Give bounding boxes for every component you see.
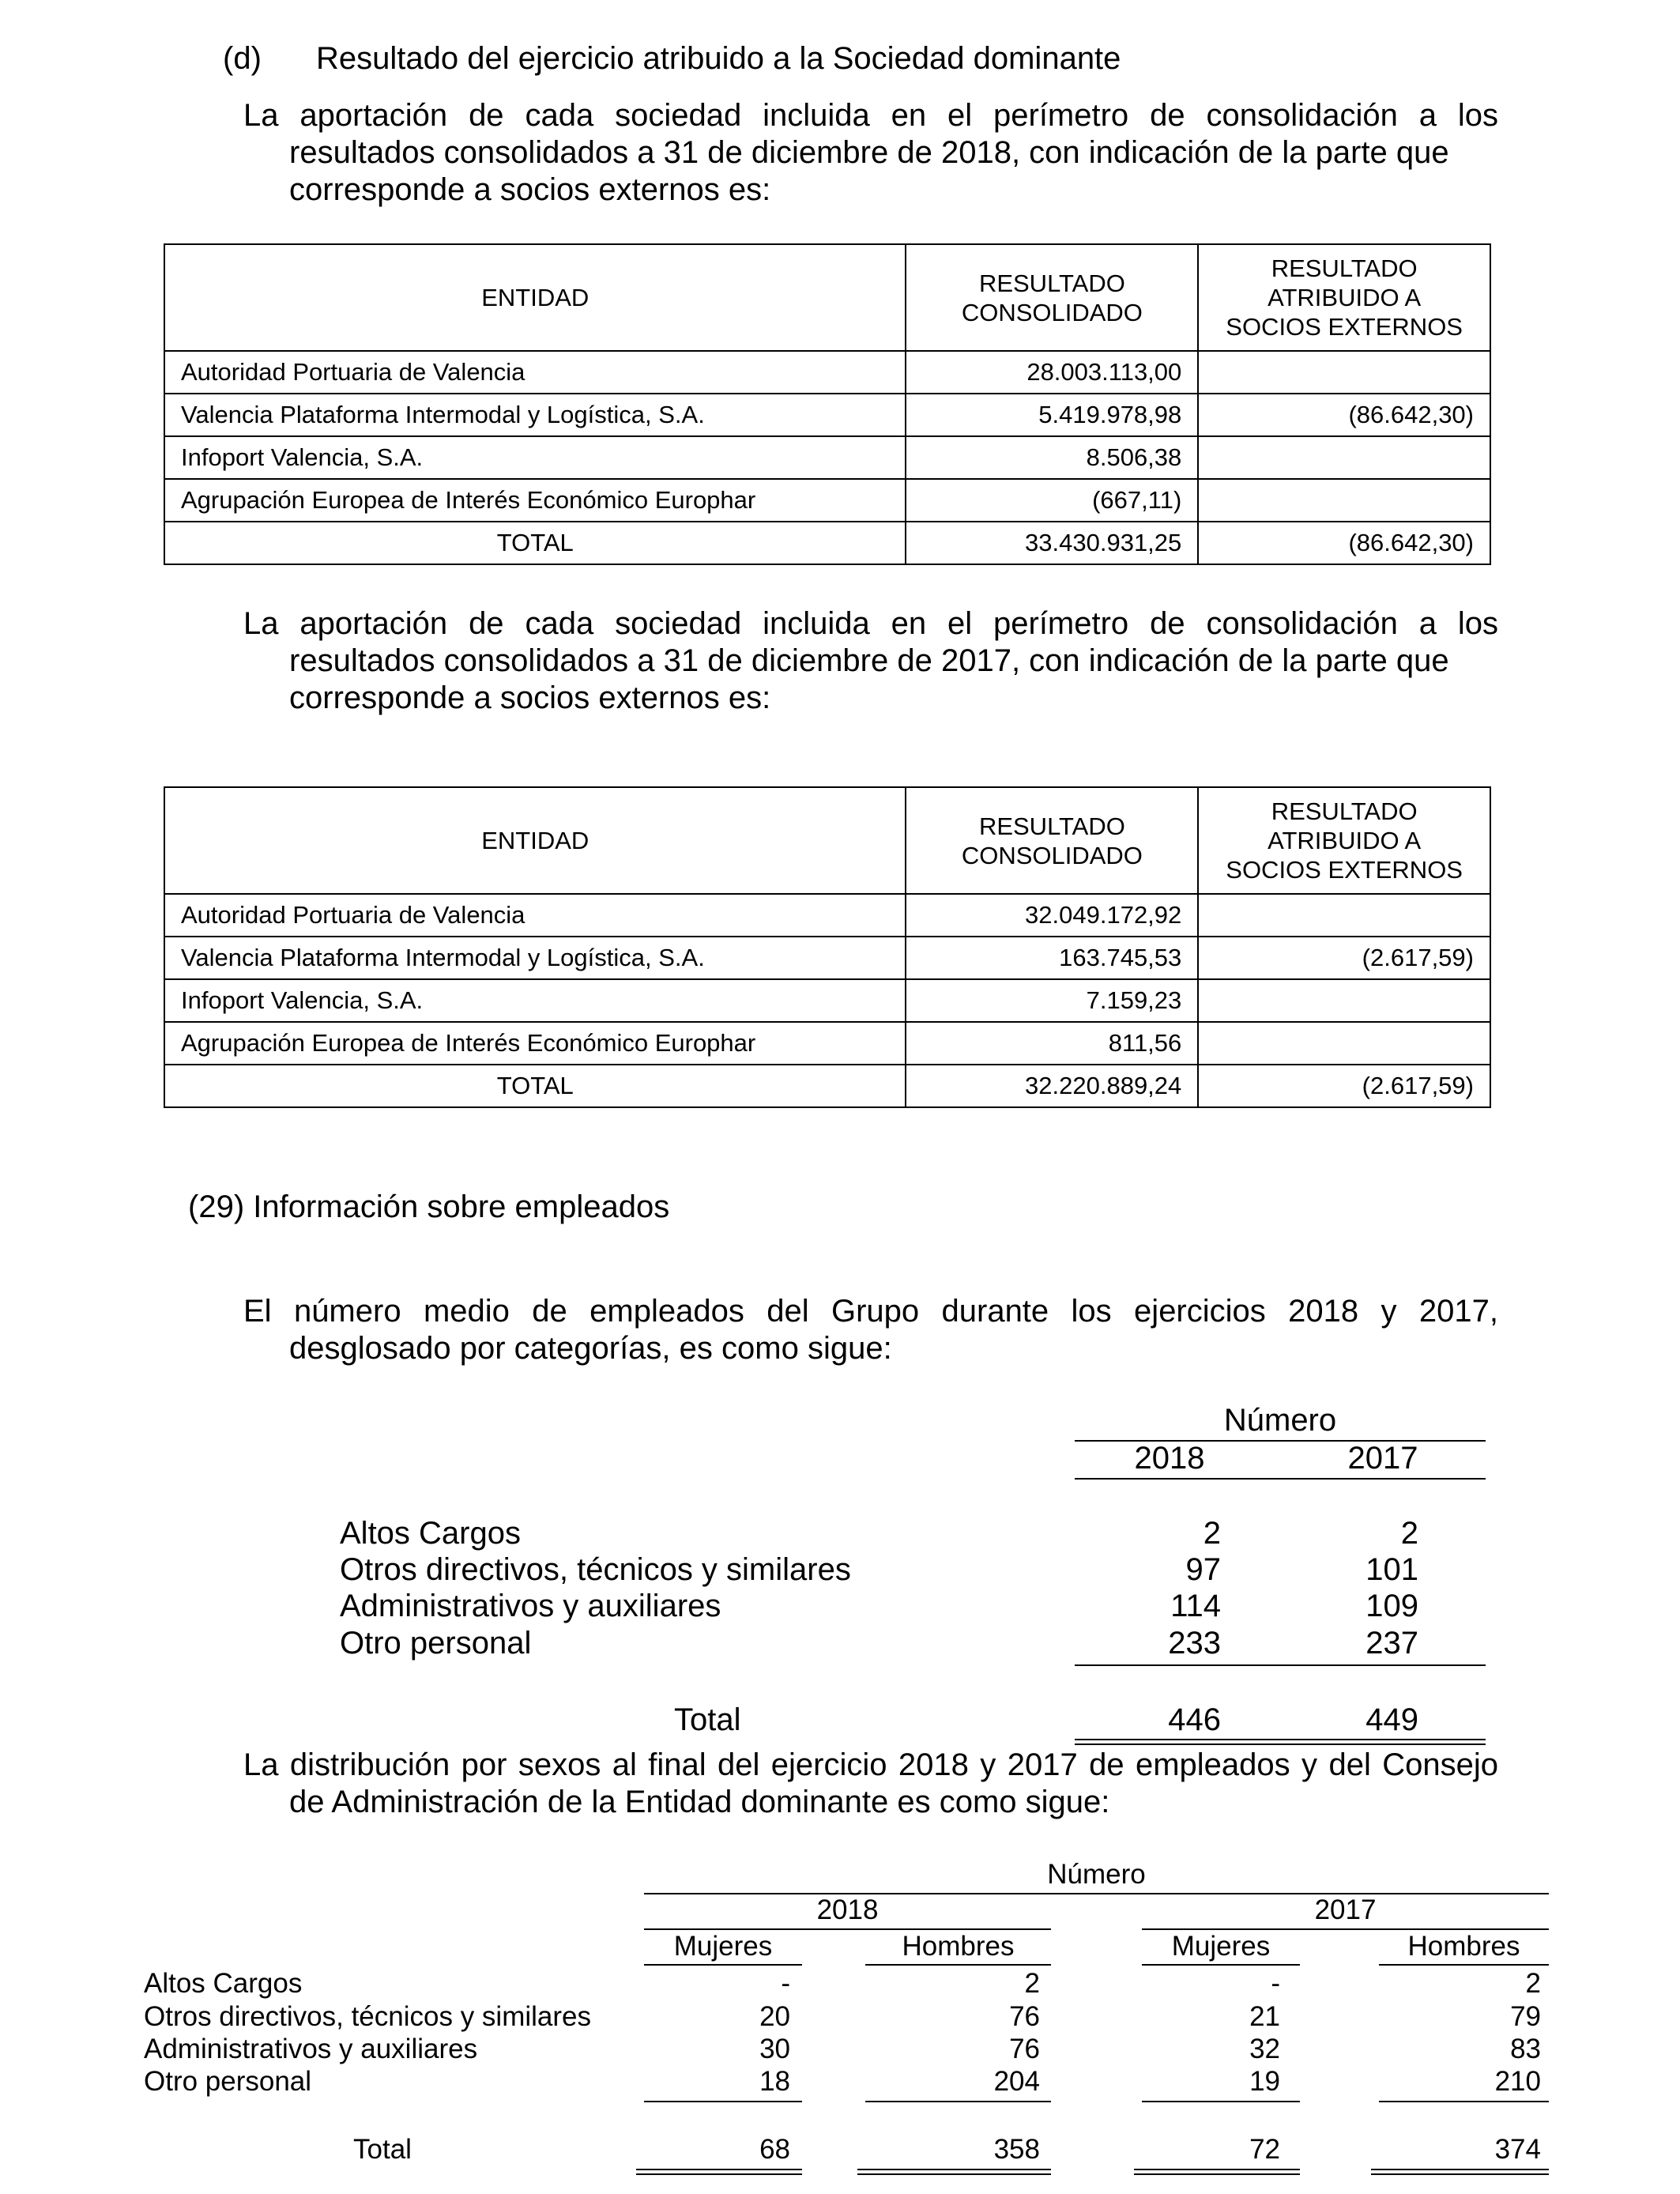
- value-2017: 109: [1365, 1589, 1418, 1623]
- hombres-2017: 2: [1525, 1968, 1541, 1999]
- total-double-rule: [1134, 2169, 1300, 2170]
- mujeres-2018-header: Mujeres: [673, 1931, 773, 1962]
- entity-cell: Valencia Plataforma Intermodal y Logística, S.A.: [164, 394, 906, 436]
- subtotal-rule: [1075, 1664, 1486, 1666]
- value-2018: 97: [1185, 1552, 1221, 1587]
- mujeres-2017-header: Mujeres: [1171, 1931, 1271, 1962]
- total-external: (2.617,59): [1198, 1065, 1490, 1107]
- subtotal-rule: [1379, 2101, 1549, 2102]
- total-label: TOTAL: [164, 1065, 906, 1107]
- hombres-2018-header: Hombres: [902, 1931, 1015, 1962]
- mujeres-2017: -: [1271, 1968, 1280, 1999]
- header-atribuido: RESULTADO ATRIBUIDO A SOCIOS EXTERNOS: [1198, 787, 1490, 894]
- total-double-rule: [1075, 1744, 1486, 1745]
- value-2018: 114: [1170, 1589, 1221, 1623]
- external-cell: (2.617,59): [1198, 937, 1490, 979]
- hombres-2018: 76: [1009, 2034, 1040, 2064]
- total-2018: 446: [1168, 1702, 1221, 1737]
- entity-cell: Agrupación Europea de Interés Económico Europhar: [164, 479, 906, 522]
- value-2018: 233: [1168, 1626, 1221, 1661]
- hombres-2017: 210: [1494, 2066, 1541, 2097]
- paragraph-line: desglosado por categorías, es como sigue:: [289, 1331, 892, 1366]
- year-2017-header: 2017: [1314, 1894, 1377, 1925]
- hombres-2018: 76: [1009, 2001, 1040, 2032]
- external-cell: [1198, 894, 1490, 937]
- total-double-rule: [1075, 1739, 1486, 1740]
- total-label: Total: [674, 1702, 741, 1737]
- header-resultado: RESULTADO CONSOLIDADO: [906, 787, 1198, 894]
- subtotal-rule: [865, 2101, 1051, 2102]
- paragraph-line: corresponde a socios externos es:: [289, 172, 771, 207]
- mujeres-2018: 20: [759, 2001, 790, 2032]
- external-cell: (86.642,30): [1198, 394, 1490, 436]
- category-label: Otro personal: [144, 2066, 312, 2097]
- header-rule: [1075, 1478, 1486, 1480]
- entity-cell: Infoport Valencia, S.A.: [164, 979, 906, 1022]
- total-mujeres-2017: 72: [1249, 2134, 1280, 2165]
- paragraph-line: resultados consolidados a 31 de diciembre de 2018, con indicación de la parte que: [289, 135, 1449, 170]
- category-label: Altos Cargos: [144, 1968, 303, 1999]
- mujeres-2017: 32: [1249, 2034, 1280, 2064]
- col-rule: [1379, 1964, 1549, 1966]
- category-label: Otros directivos, técnicos y similares: [340, 1552, 851, 1587]
- external-cell: [1198, 351, 1490, 394]
- section-29-heading: (29) Información sobre empleados: [188, 1189, 670, 1224]
- value-2017: 101: [1365, 1552, 1418, 1587]
- table-header-row: [164, 787, 1490, 894]
- external-cell: [1198, 479, 1490, 522]
- hombres-2018: 2: [1024, 1968, 1040, 1999]
- entity-cell: Valencia Plataforma Intermodal y Logística, S.A.: [164, 937, 906, 979]
- table-header-row: [164, 244, 1490, 351]
- year-2017-header: 2017: [1347, 1441, 1418, 1476]
- table-row: [164, 351, 1490, 394]
- section-d-label: (d): [223, 41, 262, 76]
- category-label: Otros directivos, técnicos y similares: [144, 2001, 591, 2032]
- external-cell: [1198, 1022, 1490, 1065]
- paragraph-2017: [243, 605, 1498, 717]
- category-label: Administrativos y auxiliares: [340, 1589, 721, 1623]
- table-row: [164, 479, 1490, 522]
- external-cell: [1198, 979, 1490, 1022]
- paragraph-line: de Administración de la Entidad dominante es como sigue:: [289, 1785, 1110, 1819]
- col-rule: [644, 1964, 802, 1966]
- table-row: [164, 979, 1490, 1022]
- results-table-2017: [164, 786, 1491, 1108]
- entity-cell: Infoport Valencia, S.A.: [164, 436, 906, 479]
- results-table-2018: [164, 243, 1491, 565]
- result-cell: 7.159,23: [906, 979, 1198, 1022]
- paragraph-line: La aportación de cada sociedad incluida en el perímetro de consolidación a los: [243, 606, 1498, 641]
- subtotal-rule: [1142, 2101, 1300, 2102]
- table-row: [164, 937, 1490, 979]
- total-double-rule: [857, 2173, 1051, 2175]
- col-rule: [1142, 1964, 1300, 1966]
- total-label: Total: [353, 2134, 412, 2165]
- paragraph-employees: [243, 1293, 1498, 1367]
- mujeres-2017: 19: [1249, 2066, 1280, 2097]
- year-rule: [1142, 1928, 1549, 1930]
- entity-cell: Agrupación Europea de Interés Económico Europhar: [164, 1022, 906, 1065]
- numero-header: Número: [1047, 1859, 1146, 1890]
- mujeres-2018: 18: [759, 2066, 790, 2097]
- hombres-2018: 204: [993, 2066, 1040, 2097]
- year-2018-header: 2018: [1134, 1441, 1205, 1476]
- result-cell: 8.506,38: [906, 436, 1198, 479]
- header-resultado: RESULTADO CONSOLIDADO: [906, 244, 1198, 351]
- header-entidad: ENTIDAD: [164, 244, 906, 351]
- total-hombres-2018: 358: [993, 2134, 1040, 2165]
- numero-header: Número: [1223, 1403, 1337, 1438]
- result-cell: 811,56: [906, 1022, 1198, 1065]
- total-double-rule: [857, 2169, 1051, 2170]
- total-result: 32.220.889,24: [906, 1065, 1198, 1107]
- total-label: TOTAL: [164, 522, 906, 564]
- hombres-2017: 83: [1510, 2034, 1541, 2064]
- year-2018-header: 2018: [816, 1894, 879, 1925]
- paragraph-line: La distribución por sexos al final del ejercicio 2018 y 2017 de empleados y del Consejo: [243, 1747, 1498, 1782]
- year-rule: [644, 1928, 1051, 1930]
- paragraph-line: La aportación de cada sociedad incluida en el perímetro de consolidación a los: [243, 98, 1498, 133]
- total-hombres-2017: 374: [1494, 2134, 1541, 2165]
- total-2017: 449: [1365, 1702, 1418, 1737]
- total-double-rule: [1371, 2169, 1549, 2170]
- result-cell: 32.049.172,92: [906, 894, 1198, 937]
- table-total-row: [164, 522, 1490, 564]
- paragraph-2018: [243, 97, 1498, 209]
- category-label: Altos Cargos: [340, 1516, 521, 1551]
- paragraph-line: El número medio de empleados del Grupo durante los ejercicios 2018 y 2017,: [243, 1294, 1498, 1329]
- section-d-heading: [223, 41, 1121, 77]
- result-cell: 5.419.978,98: [906, 394, 1198, 436]
- external-cell: [1198, 436, 1490, 479]
- paragraph-sex-distribution: [243, 1747, 1498, 1821]
- value-2017: 2: [1400, 1516, 1418, 1551]
- mujeres-2018: -: [781, 1968, 790, 1999]
- table-row: [164, 894, 1490, 937]
- hombres-2017-header: Hombres: [1407, 1931, 1520, 1962]
- table-total-row: [164, 1065, 1490, 1107]
- category-label: Otro personal: [340, 1626, 532, 1661]
- entity-cell: Autoridad Portuaria de Valencia: [164, 351, 906, 394]
- header-entidad: ENTIDAD: [164, 787, 906, 894]
- total-external: (86.642,30): [1198, 522, 1490, 564]
- section-d-title: Resultado del ejercicio atribuido a la Sociedad dominante: [316, 41, 1121, 76]
- col-rule: [865, 1964, 1051, 1966]
- subtotal-rule: [644, 2101, 802, 2102]
- total-double-rule: [1134, 2173, 1300, 2175]
- total-result: 33.430.931,25: [906, 522, 1198, 564]
- result-cell: 163.745,53: [906, 937, 1198, 979]
- value-2017: 237: [1365, 1626, 1418, 1661]
- paragraph-line: resultados consolidados a 31 de diciembre de 2017, con indicación de la parte que: [289, 643, 1449, 678]
- total-double-rule: [636, 2173, 802, 2175]
- table-row: [164, 394, 1490, 436]
- entity-cell: Autoridad Portuaria de Valencia: [164, 894, 906, 937]
- total-double-rule: [636, 2169, 802, 2170]
- total-double-rule: [1371, 2173, 1549, 2175]
- mujeres-2018: 30: [759, 2034, 790, 2064]
- table-row: [164, 436, 1490, 479]
- result-cell: (667,11): [906, 479, 1198, 522]
- table-row: [164, 1022, 1490, 1065]
- value-2018: 2: [1203, 1516, 1221, 1551]
- paragraph-line: corresponde a socios externos es:: [289, 680, 771, 715]
- hombres-2017: 79: [1510, 2001, 1541, 2032]
- total-mujeres-2018: 68: [759, 2134, 790, 2165]
- header-atribuido: RESULTADO ATRIBUIDO A SOCIOS EXTERNOS: [1198, 244, 1490, 351]
- category-label: Administrativos y auxiliares: [144, 2034, 478, 2064]
- mujeres-2017: 21: [1249, 2001, 1280, 2032]
- result-cell: 28.003.113,00: [906, 351, 1198, 394]
